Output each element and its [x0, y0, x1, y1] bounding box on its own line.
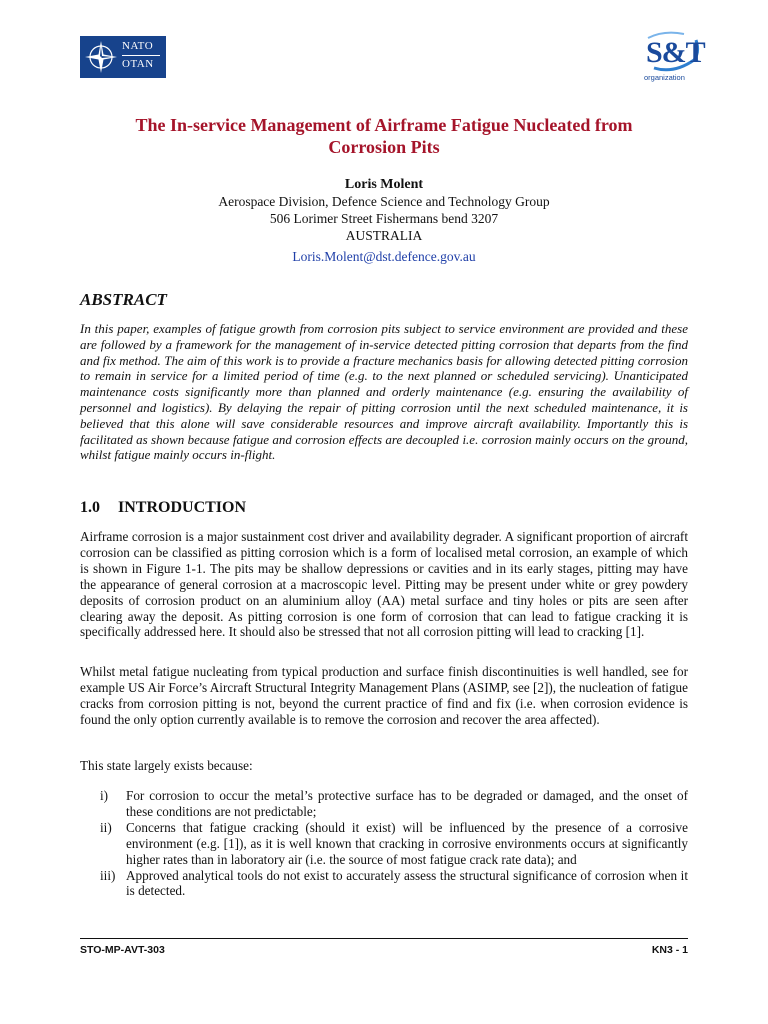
list-item-text: Approved analytical tools do not exist to accurately assess the structural significance of corrosion when it is detected. — [126, 867, 688, 899]
author-email-link[interactable]: Loris.Molent@dst.defence.gov.au — [292, 249, 476, 264]
section-title: INTRODUCTION — [118, 499, 247, 516]
title-line-2: Corrosion Pits — [328, 137, 440, 157]
nato-text: NATO — [122, 40, 154, 52]
st-letters: S&T — [646, 36, 705, 69]
list-item-number: iii) — [100, 867, 116, 883]
author-name: Loris Molent — [344, 177, 424, 192]
list-item-number: i) — [100, 788, 109, 803]
list-item — [100, 788, 688, 820]
list-item-text: Concerns that fatigue cracking (should it exist) will be influenced by the presence of a corrosive environment (e.g. [1]), as it is well known that cracking in corrosive environments occurs at significantly higher rates than in laboratory air (i.e. the source of most fatigue crack rate data); and — [126, 819, 688, 867]
title-line-1: The In-service Management of Airframe Fatigue Nucleated from — [135, 115, 633, 135]
footer-document-code: STO-MP-AVT-303 — [80, 944, 165, 956]
list-item-text: For corrosion to occur the metal’s protective surface has to be degraded or damaged, and the onset of these conditions are not predictable; — [126, 788, 688, 819]
reasons-list — [100, 788, 688, 899]
intro-paragraph-1: Airframe corrosion is a major sustainment cost driver and availability degrader. A significant proportion of aircraft corrosion can be classified as pitting corrosion which is a form of localised metal corrosion, an example of which is shown in Figure 1-1. The pits may be shallow depressions or cavities and in its early stages, pitting may have the appearance of general corrosion at a macroscopic level. Pitting may be present under white or grey powdery deposits of corrosion product on an aluminium alloy (AA) metal surface and tiny holes or pits are seen after clearing away the deposit. As pitting corrosion is one form of corrosion that can lead to fatigue cracking it is specifically addressed here. It should also be stressed that not all corrosion pitting will lead to cracking [1]. — [80, 529, 688, 640]
paper-title — [84, 114, 684, 158]
nato-otan-logo — [80, 36, 166, 78]
section-number: 1.0 — [80, 499, 100, 516]
intro-paragraph-2: Whilst metal fatigue nucleating from typical production and surface finish discontinuities is well handled, see for example US Air Force’s Aircraft Structural Integrity Management Plans (ASIMP, see [2]), the nucleation of fatigue cracks from corrosion pitting is not, beyond the current practice of find and fix (i.e. when corrosion evidence is found the only option currently available is to remove the corrosion and recover the area affected). — [80, 664, 688, 727]
affiliation-line-1: Aerospace Division, Defence Science and Technology Group — [218, 194, 550, 209]
list-item — [100, 868, 688, 900]
nato-compass-star-icon — [84, 40, 118, 74]
organization-caption: organization — [644, 73, 685, 82]
otan-text: OTAN — [122, 58, 154, 70]
footer-divider — [80, 938, 688, 939]
abstract-text: In this paper, examples of fatigue growth from corrosion pits subject to service environment are provided and these are followed by a framework for the management of in-service detected pitting corrosion that departs from the find and fix method. The aim of this work is to provide a fracture mechanics basis for allowing detected pitting corrosion to remain in service for a limited period of time (e.g. to the next planned or scheduled servicing). Unanticipated maintenance costs significantly more than planned and orderly maintenance (e.g. ensuring the availability of personnel and logistics). By delaying the repair of pitting corrosion until the next scheduled maintenance, it is believed that this alone will save considerable resources and improve aircraft availability. Importantly this is facilitated as shown because fatigue and corrosion effects are decoupled i.e. corrosion mainly occurs on the ground, whilst fatigue mainly occurs in-flight. — [80, 321, 688, 463]
section-heading — [80, 499, 246, 517]
affiliation-line-2: 506 Lorimer Street Fishermans bend 3207 — [269, 211, 499, 226]
list-item — [100, 820, 688, 868]
affiliation-line-3: AUSTRALIA — [345, 228, 423, 243]
intro-paragraph-3: This state largely exists because: — [80, 758, 253, 773]
footer-page-number: KN3 - 1 — [651, 944, 688, 956]
list-item-number: ii) — [100, 819, 112, 835]
abstract-heading: ABSTRACT — [80, 290, 167, 309]
st-organization-logo — [640, 30, 705, 86]
